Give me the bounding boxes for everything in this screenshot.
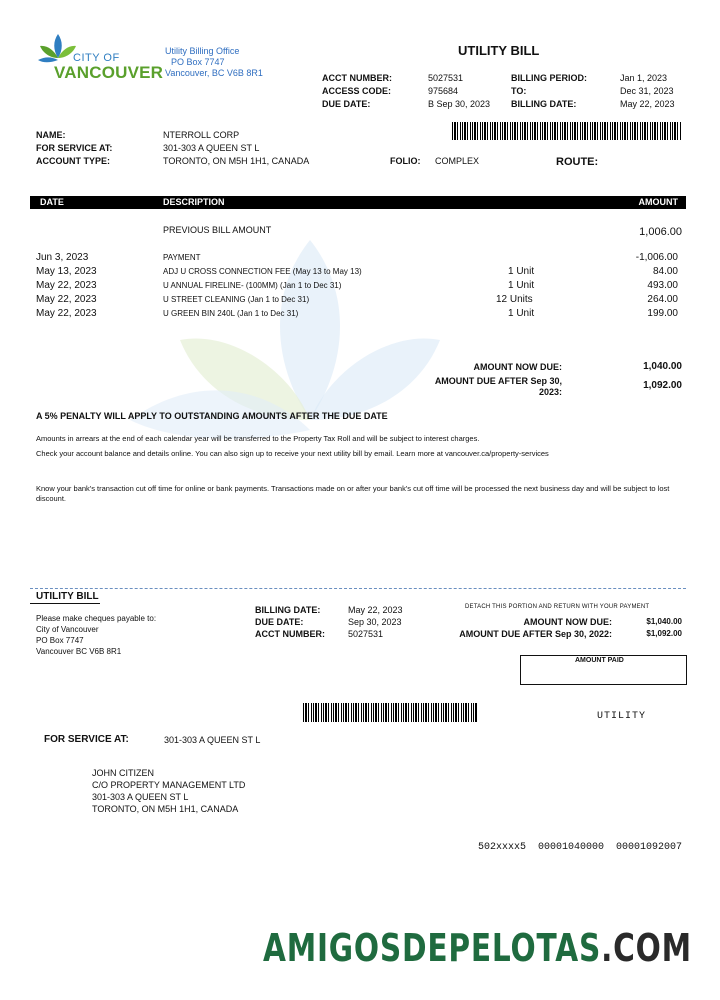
amount-paid-box[interactable] — [520, 655, 687, 685]
address-line-4: TORONTO, ON M5H 1H1, CANADA — [92, 804, 239, 814]
stub-service-label: FOR SERVICE AT: — [44, 734, 129, 745]
payable-line-4: Vancouver BC V6B 8R1 — [36, 647, 122, 656]
header-amount: AMOUNT — [638, 197, 678, 207]
row-date: May 22, 2023 — [36, 308, 97, 319]
row-description: PAYMENT — [163, 253, 201, 262]
row-date: May 22, 2023 — [36, 294, 97, 305]
stub-acct-value: 5027531 — [348, 629, 384, 639]
previous-bill-description: PREVIOUS BILL AMOUNT — [163, 225, 272, 235]
detach-line — [30, 588, 686, 589]
due-date-value: B Sep 30, 2023 — [428, 99, 491, 109]
arrears-notice: Amounts in arrears at the end of each calendar year will be transferred to the Property Tax Roll and will be subject to interest charges. — [36, 434, 480, 443]
account-type-value: TORONTO, ON M5H 1H1, CANADA — [163, 156, 310, 166]
row-date: May 13, 2023 — [36, 266, 97, 277]
bill-title: UTILITY BILL — [458, 43, 540, 58]
amount-now-due-value: 1,040.00 — [643, 361, 682, 372]
amount-due-after-label: AMOUNT DUE AFTER Sep 30, — [434, 376, 562, 386]
row-date: May 22, 2023 — [36, 280, 97, 291]
billing-date-label: BILLING DATE: — [511, 99, 577, 109]
row-description: ADJ U CROSS CONNECTION FEE (May 13 to May 13) — [163, 267, 362, 276]
row-units: 1 Unit — [508, 308, 535, 319]
amount-now-due-label: AMOUNT NOW DUE: — [473, 362, 562, 372]
logo-vancouver: VANCOUVER — [54, 63, 164, 82]
stub-billing-date-value: May 22, 2023 — [348, 605, 403, 615]
row-description: U STREET CLEANING (Jan 1 to Dec 31) — [163, 295, 310, 304]
billing-period-value: Jan 1, 2023 — [620, 73, 668, 83]
acct-number-value: 5027531 — [428, 73, 464, 83]
access-code-label: ACCESS CODE: — [322, 86, 392, 96]
folio-label: FOLIO: — [390, 156, 421, 166]
payable-line-1: Please make cheques payable to: — [36, 614, 157, 623]
table-row — [30, 308, 686, 322]
header-description: DESCRIPTION — [163, 197, 225, 207]
service-label: FOR SERVICE AT: — [36, 143, 113, 153]
watermark-suffix: .COM — [601, 926, 692, 970]
access-code-value: 975684 — [428, 86, 459, 96]
top-barcode — [452, 122, 682, 140]
address-line-3: 301-303 A QUEEN ST L — [92, 792, 189, 802]
stub-underline — [30, 603, 100, 604]
payable-line-2: City of Vancouver — [36, 625, 99, 634]
row-amount: 264.00 — [647, 294, 678, 305]
name-value: NTERROLL CORP — [163, 130, 240, 140]
table-row — [30, 280, 686, 294]
name-label: NAME: — [36, 130, 66, 140]
watermark-main: AMIGOSDEPELOTAS — [263, 926, 602, 970]
route-label: ROUTE: — [556, 156, 599, 168]
site-watermark — [263, 926, 692, 970]
stub-due-date-value: Sep 30, 2023 — [348, 617, 402, 627]
stub-due-after-value: $1,092.00 — [646, 629, 682, 638]
office-address — [165, 46, 263, 79]
table-header — [30, 196, 686, 209]
micr-line: 502xxxx5 00001040000 00001092007 — [477, 842, 682, 853]
stub-due-after-label: AMOUNT DUE AFTER Sep 30, 2022: — [459, 629, 612, 639]
row-amount: 84.00 — [652, 266, 678, 277]
address-line-2: C/O PROPERTY MANAGEMENT LTD — [92, 780, 246, 790]
service-value: 301-303 A QUEEN ST L — [163, 143, 260, 153]
stub-now-due-value: $1,040.00 — [646, 617, 682, 626]
penalty-notice: A 5% PENALTY WILL APPLY TO OUTSTANDING AMOUNTS AFTER THE DUE DATE — [36, 411, 388, 421]
header-date: DATE — [40, 197, 64, 207]
stub-utility-label: UTILITY — [597, 711, 647, 722]
bank-notice: Know your bank's transaction cut off time for online or bank payments. Transactions made on or after your bank's cut off time will be processed the next business day and will be subject to lost discount. — [36, 484, 670, 503]
office-line-3: Vancouver, BC V6B 8R1 — [165, 68, 263, 78]
due-date-label: DUE DATE: — [322, 99, 371, 109]
logo-city-of: CITY OF — [73, 52, 120, 64]
address-line-1: JOHN CITIZEN — [92, 768, 154, 778]
previous-bill-amount: 1,006.00 — [639, 226, 682, 238]
amount-paid-label: AMOUNT PAID — [575, 657, 624, 664]
stub-payable — [36, 613, 156, 657]
office-line-1: Utility Billing Office — [165, 46, 240, 56]
table-row — [30, 252, 686, 266]
row-units: 1 Unit — [508, 266, 535, 277]
row-amount: -1,006.00 — [635, 252, 678, 263]
billing-date-value: May 22, 2023 — [620, 99, 675, 109]
mailing-address — [92, 767, 245, 815]
to-value: Dec 31, 2023 — [620, 86, 674, 96]
stub-due-date-label: DUE DATE: — [255, 617, 304, 627]
payable-line-3: PO Box 7747 — [36, 636, 84, 645]
table-row — [30, 266, 686, 280]
to-label: TO: — [511, 86, 527, 96]
row-description: U ANNUAL FIRELINE- (100MM) (Jan 1 to Dec 31) — [163, 281, 342, 290]
row-amount: 199.00 — [647, 308, 678, 319]
row-amount: 493.00 — [647, 280, 678, 291]
office-line-2: PO Box 7747 — [171, 57, 225, 67]
row-description: U GREEN BIN 240L (Jan 1 to Dec 31) — [163, 309, 299, 318]
table-row — [30, 294, 686, 308]
stub-acct-label: ACCT NUMBER: — [255, 629, 325, 639]
account-type-label: ACCOUNT TYPE: — [36, 156, 110, 166]
stub-barcode — [303, 703, 478, 722]
row-units: 1 Unit — [508, 280, 535, 291]
acct-number-label: ACCT NUMBER: — [322, 73, 392, 83]
stub-title: UTILITY BILL — [36, 591, 99, 602]
billing-period-label: BILLING PERIOD: — [511, 73, 587, 83]
stub-service-value: 301-303 A QUEEN ST L — [164, 735, 261, 745]
detach-instruction: DETACH THIS PORTION AND RETURN WITH YOUR PAYMENT — [465, 604, 650, 610]
online-notice: Check your account balance and details online. You can also sign up to receive your next utility bill by email. Learn more at vancouver.ca/property-services — [36, 449, 549, 458]
stub-now-due-label: AMOUNT NOW DUE: — [523, 617, 612, 627]
row-units: 12 Units — [496, 294, 533, 305]
folio-value: COMPLEX — [435, 156, 480, 166]
row-date: Jun 3, 2023 — [36, 252, 89, 263]
stub-billing-date-label: BILLING DATE: — [255, 605, 321, 615]
amount-due-after-value: 1,092.00 — [643, 380, 682, 391]
amount-due-after-label-2: 2023: — [538, 387, 562, 397]
